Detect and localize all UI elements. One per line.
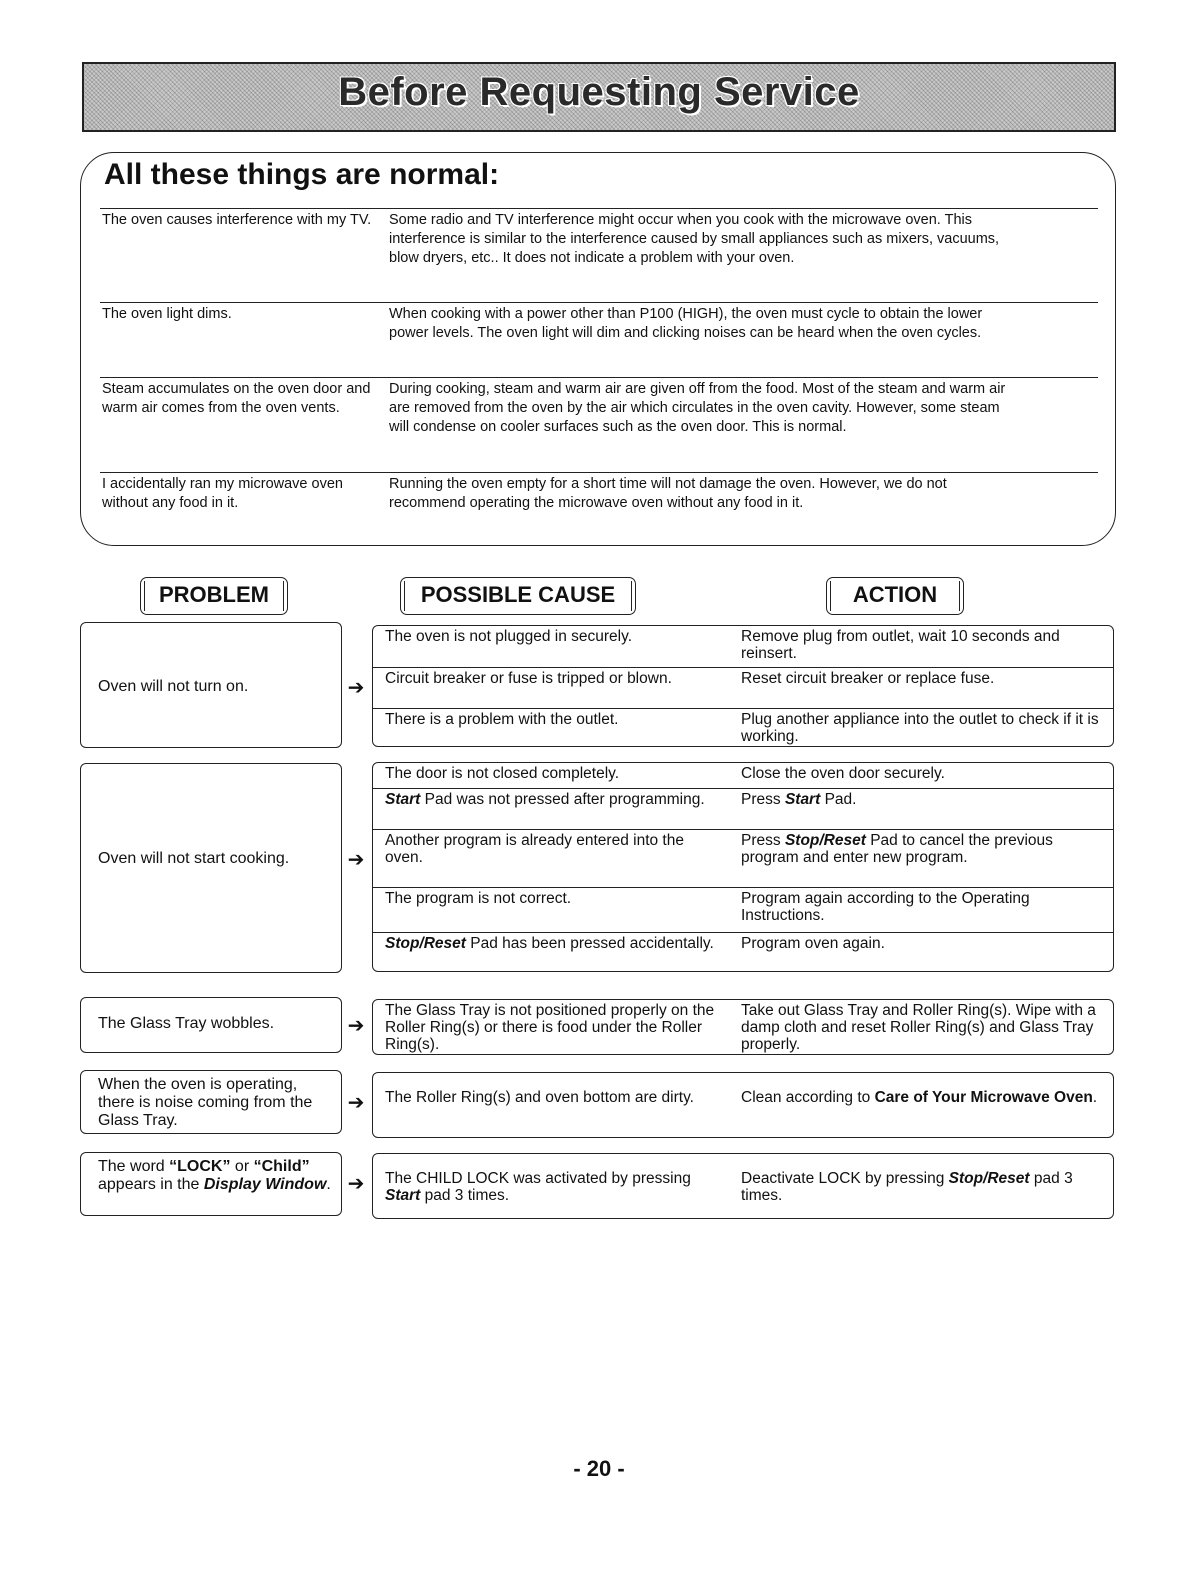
action: Clean according to Care of Your Microwave Oven. [741, 1089, 1098, 1106]
normal-row [100, 302, 1098, 341]
action: Deactivate LOCK by pressing Stop/Reset pad 3 times. [741, 1170, 1073, 1204]
care-of-your-microwave-oven-reference: Care of Your Microwave Oven [874, 1089, 1093, 1106]
cause-action-row [373, 1087, 1113, 1127]
cause-action-row [373, 1000, 1113, 1056]
column-header-possible-cause: POSSIBLE CAUSE [400, 577, 636, 615]
possible-cause: The oven is not plugged in securely. [385, 628, 633, 645]
cause-action-row [373, 788, 1113, 830]
problem-not-start-cooking [80, 763, 342, 973]
display-window-label: Display Window [203, 1176, 327, 1193]
cause-action-row [373, 626, 1113, 667]
cause-action-row [373, 708, 1113, 749]
cause-action-row [373, 932, 1113, 974]
possible-cause: Stop/Reset Pad has been pressed accidentally. [385, 935, 714, 952]
arrow-icon: ➔ [347, 849, 365, 871]
problem-label: The word “LOCK” or “Child” appears in the Display Window. [98, 1158, 331, 1193]
cause-action-group [372, 999, 1114, 1055]
normal-problem: The oven light dims. [102, 306, 232, 322]
problem-glass-tray-wobbles [80, 997, 342, 1053]
action: Reset circuit breaker or replace fuse. [741, 670, 995, 687]
stop-reset-pad-label: Stop/Reset [385, 935, 466, 952]
page-banner [82, 62, 1116, 132]
cause-action-row [373, 667, 1113, 709]
problem-label: The Glass Tray wobbles. [98, 1015, 275, 1032]
start-pad-label: Start [385, 791, 421, 808]
start-pad-label: Start [784, 791, 821, 808]
normal-row [100, 377, 1098, 435]
action: Program again according to the Operating Instructions. [741, 890, 1030, 924]
problem-not-turn-on [80, 622, 342, 748]
action: Press Stop/Reset Pad to cancel the previous program and enter new program. [741, 832, 1053, 866]
cause-action-group [372, 1072, 1114, 1138]
action: Remove plug from outlet, wait 10 seconds and reinsert. [741, 628, 1060, 662]
action: Press Start Pad. [741, 791, 857, 808]
page-title: Before Requesting Service [338, 70, 860, 114]
cause-action-row [373, 1168, 1113, 1208]
possible-cause: The Roller Ring(s) and oven bottom are dirty. [385, 1089, 694, 1106]
start-pad-label: Start [385, 1187, 421, 1204]
problem-label: Oven will not start cooking. [98, 850, 290, 867]
cause-action-group [372, 1153, 1114, 1219]
problem-label: Oven will not turn on. [98, 678, 249, 695]
normal-description: Some radio and TV interference might occur when you cook with the microwave oven. This interference is similar to the interference caused by small appliances such as mixers, vacuums, blow dryers, etc.. It does not indicate a problem with your oven. [389, 212, 1000, 266]
normal-heading: All these things are normal: [104, 158, 500, 191]
problem-label: When the oven is operating, there is noise coming from the Glass Tray. [98, 1076, 313, 1129]
cause-action-group [372, 762, 1114, 972]
stop-reset-pad-label: Stop/Reset [784, 832, 866, 849]
cause-action-row [373, 887, 1113, 933]
possible-cause: Another program is already entered into the oven. [385, 832, 684, 866]
possible-cause: The program is not correct. [385, 890, 572, 907]
possible-cause: The CHILD LOCK was activated by pressing Start pad 3 times. [385, 1170, 691, 1204]
action: Close the oven door securely. [741, 765, 945, 782]
arrow-icon: ➔ [347, 1173, 365, 1195]
cause-action-row [373, 763, 1113, 788]
arrow-icon: ➔ [347, 677, 365, 699]
possible-cause: Circuit breaker or fuse is tripped or blown. [385, 670, 672, 687]
action: Plug another appliance into the outlet to check if it is working. [741, 711, 1099, 745]
action: Take out Glass Tray and Roller Ring(s). Wipe with a damp cloth and reset Roller Ring(s) and Glass Tray properly. [741, 1002, 1096, 1053]
column-header-problem: PROBLEM [140, 577, 288, 615]
problem-noise-glass-tray [80, 1070, 342, 1134]
possible-cause: Start Pad was not pressed after programming. [385, 791, 705, 808]
normal-problem: The oven causes interference with my TV. [102, 212, 372, 228]
normal-description: Running the oven empty for a short time will not damage the oven. However, we do not recommend operating the microwave oven without any food in it. [389, 476, 947, 511]
normal-row [100, 208, 1098, 266]
arrow-icon: ➔ [347, 1015, 365, 1037]
normal-problem: Steam accumulates on the oven door and warm air comes from the oven vents. [102, 381, 371, 416]
possible-cause: The Glass Tray is not positioned properly on the Roller Ring(s) or there is food under the Roller Ring(s). [385, 1002, 715, 1053]
normal-row [100, 472, 1098, 511]
action: Program oven again. [741, 935, 885, 952]
column-header-action: ACTION [826, 577, 964, 615]
normal-description: During cooking, steam and warm air are given off from the food. Most of the steam and warm air are removed from the oven by the air which circulates in the oven cavity. However, some steam will condense on cooler surfaces such as the oven door. This is normal. [389, 381, 1006, 435]
possible-cause: The door is not closed completely. [385, 765, 620, 782]
stop-reset-pad-label: Stop/Reset [948, 1170, 1030, 1187]
cause-action-row [373, 829, 1113, 888]
arrow-icon: ➔ [347, 1092, 365, 1114]
cause-action-group [372, 625, 1114, 747]
normal-problem: I accidentally ran my microwave oven without any food in it. [102, 476, 343, 511]
normal-description: When cooking with a power other than P100 (HIGH), the oven must cycle to obtain the lower power levels. The oven light will dim and clicking noises can be heard when the oven cycles. [389, 306, 983, 341]
problem-lock-display [80, 1152, 342, 1216]
page-number: - 20 - [573, 1456, 625, 1481]
possible-cause: There is a problem with the outlet. [385, 711, 619, 728]
